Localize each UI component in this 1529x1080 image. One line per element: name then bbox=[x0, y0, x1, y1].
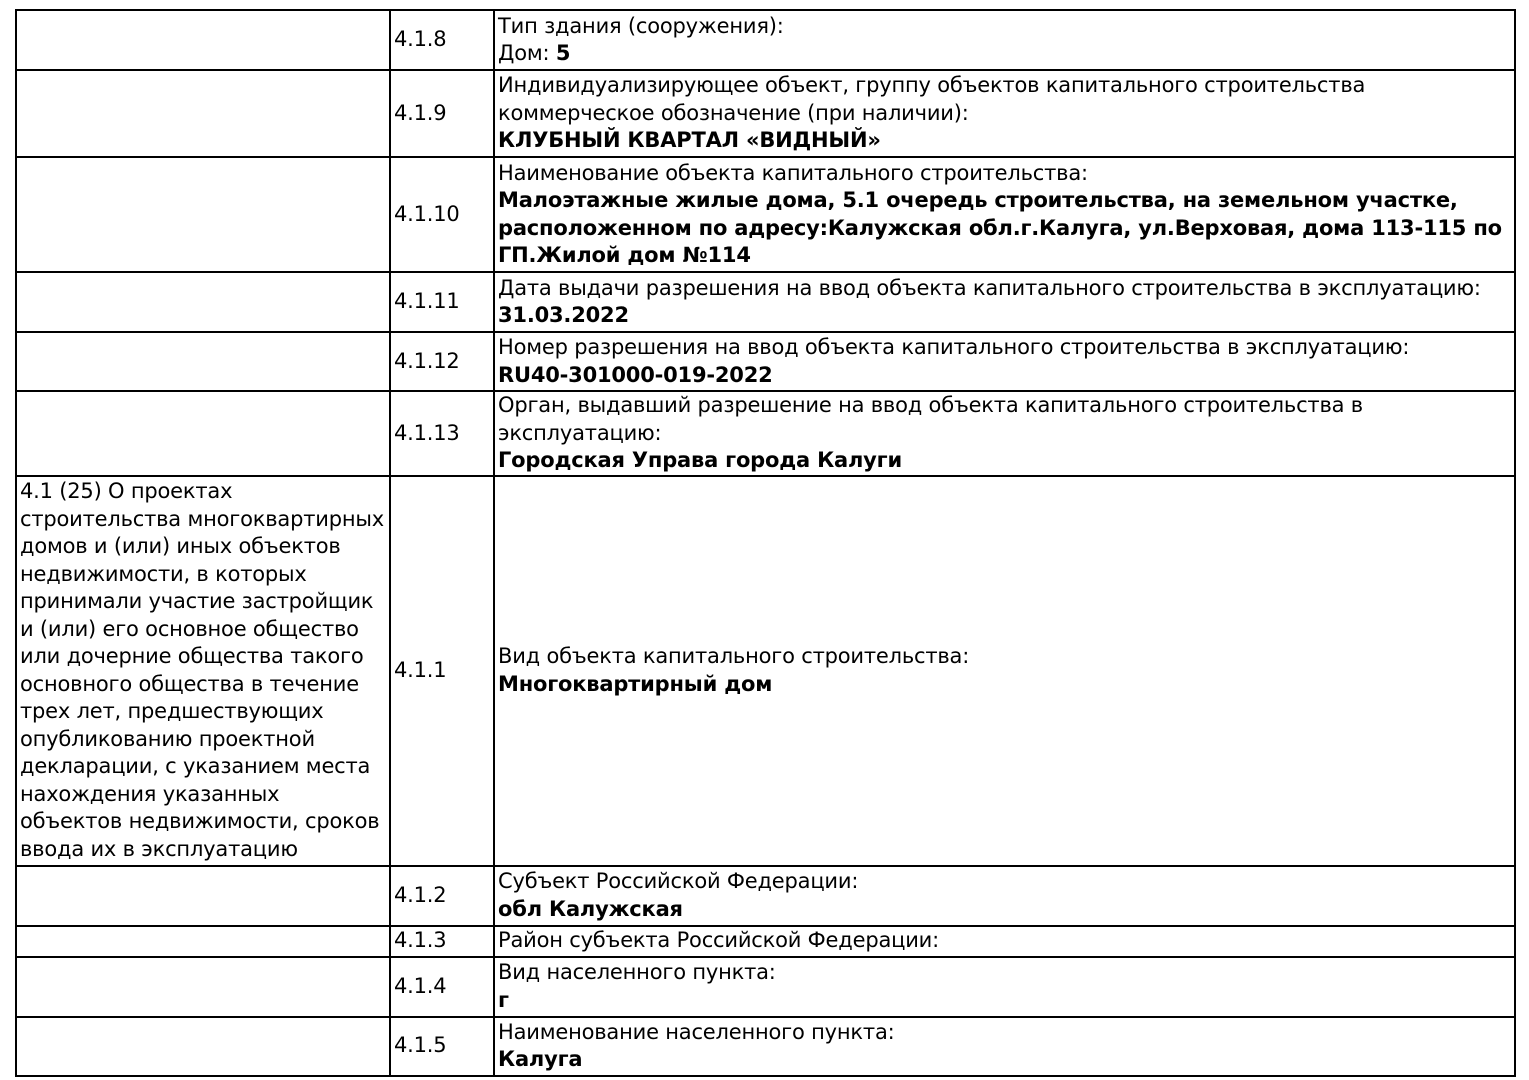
item-content bbox=[494, 391, 1515, 476]
item-value: Калуга bbox=[498, 1047, 583, 1071]
item-number: 4.1.10 bbox=[390, 157, 494, 272]
table-row bbox=[16, 1017, 1515, 1076]
item-number: 4.1.11 bbox=[390, 272, 494, 332]
item-label: Район субъекта Российской Федерации: bbox=[498, 928, 939, 953]
section-cell: 4.1 (25) О проектах строительства многоквартирных домов и (или) иных объектов недвижимости, в которых принимали участие застройщик и (или) его основное общество или дочерние общества такого основного общества в течение трех лет, предшествующих опубликованию проектной декларации, с указанием места нахождения указанных объектов недвижимости, сроков ввода их в эксплуатацию bbox=[16, 476, 390, 866]
table-row bbox=[16, 272, 1515, 332]
section-cell bbox=[16, 70, 390, 157]
section-cell bbox=[16, 332, 390, 391]
item-label: Вид населенного пункта: bbox=[498, 960, 776, 984]
section-cell bbox=[16, 957, 390, 1017]
table-row bbox=[16, 476, 1515, 866]
item-content bbox=[494, 476, 1515, 866]
item-value: RU40-301000-019-2022 bbox=[498, 362, 773, 387]
section-cell bbox=[16, 866, 390, 926]
item-number: 4.1.13 bbox=[390, 391, 494, 476]
item-value: 31.03.2022 bbox=[498, 303, 629, 327]
item-number: 4.1.12 bbox=[390, 332, 494, 391]
item-number: 4.1.1 bbox=[390, 476, 494, 866]
item-content bbox=[494, 957, 1515, 1017]
item-label: Субъект Российской Федерации: bbox=[498, 869, 859, 893]
item-value: Многоквартирный дом bbox=[498, 671, 773, 696]
item-label: Тип здания (сооружения): bbox=[498, 13, 784, 38]
table-row bbox=[16, 332, 1515, 391]
item-number: 4.1.5 bbox=[390, 1017, 494, 1076]
item-number: 4.1.9 bbox=[390, 70, 494, 157]
section-cell bbox=[16, 1017, 390, 1076]
item-value: Городская Управа города Калуги bbox=[498, 448, 902, 472]
item-label: Номер разрешения на ввод объекта капитального строительства в эксплуатацию: bbox=[498, 335, 1410, 359]
section-cell bbox=[16, 391, 390, 476]
table-row bbox=[16, 157, 1515, 272]
item-label: Наименование населенного пункта: bbox=[498, 1019, 895, 1044]
item-label: Вид объекта капитального строительства: bbox=[498, 644, 970, 668]
section-cell bbox=[16, 272, 390, 332]
declaration-table bbox=[15, 9, 1516, 1077]
table-row bbox=[16, 866, 1515, 926]
item-value: г bbox=[498, 987, 509, 1012]
item-content bbox=[494, 866, 1515, 926]
section-cell bbox=[16, 926, 390, 957]
section-cell bbox=[16, 157, 390, 272]
item-value: обл Калужская bbox=[498, 896, 683, 921]
item-value: Малоэтажные жилые дома, 5.1 очередь строительства, на земельном участке, расположенном по адресу:Калужская обл.г.Калуга, ул.Верховая, дома 113-115 по ГП.Жилой дом №114 bbox=[498, 188, 1502, 267]
item-content bbox=[494, 926, 1515, 957]
table-row bbox=[16, 957, 1515, 1017]
item-number: 4.1.3 bbox=[390, 926, 494, 957]
table-row bbox=[16, 10, 1515, 70]
item-content bbox=[494, 1017, 1515, 1076]
item-number: 4.1.8 bbox=[390, 10, 494, 70]
item-value-line bbox=[498, 40, 1511, 68]
item-label: Индивидуализирующее объект, группу объектов капитального строительства коммерческое обозначение (при наличии): bbox=[498, 73, 1366, 125]
table-row bbox=[16, 926, 1515, 957]
item-number: 4.1.4 bbox=[390, 957, 494, 1017]
item-content bbox=[494, 70, 1515, 157]
item-label: Дата выдачи разрешения на ввод объекта капитального строительства в эксплуатацию: bbox=[498, 275, 1481, 300]
item-value-prefix: Дом: bbox=[498, 41, 556, 65]
item-value: 5 bbox=[555, 41, 571, 65]
item-label: Орган, выдавший разрешение на ввод объекта капитального строительства в эксплуатацию: bbox=[498, 393, 1363, 445]
item-content bbox=[494, 157, 1515, 272]
item-value: КЛУБНЫЙ КВАРТАЛ «ВИДНЫЙ» bbox=[498, 128, 881, 153]
item-content bbox=[494, 272, 1515, 332]
table-row bbox=[16, 70, 1515, 157]
table-row bbox=[16, 391, 1515, 476]
section-cell bbox=[16, 10, 390, 70]
item-label: Наименование объекта капитального строительства: bbox=[498, 160, 1088, 185]
item-number: 4.1.2 bbox=[390, 866, 494, 926]
item-content bbox=[494, 332, 1515, 391]
item-content bbox=[494, 10, 1515, 70]
